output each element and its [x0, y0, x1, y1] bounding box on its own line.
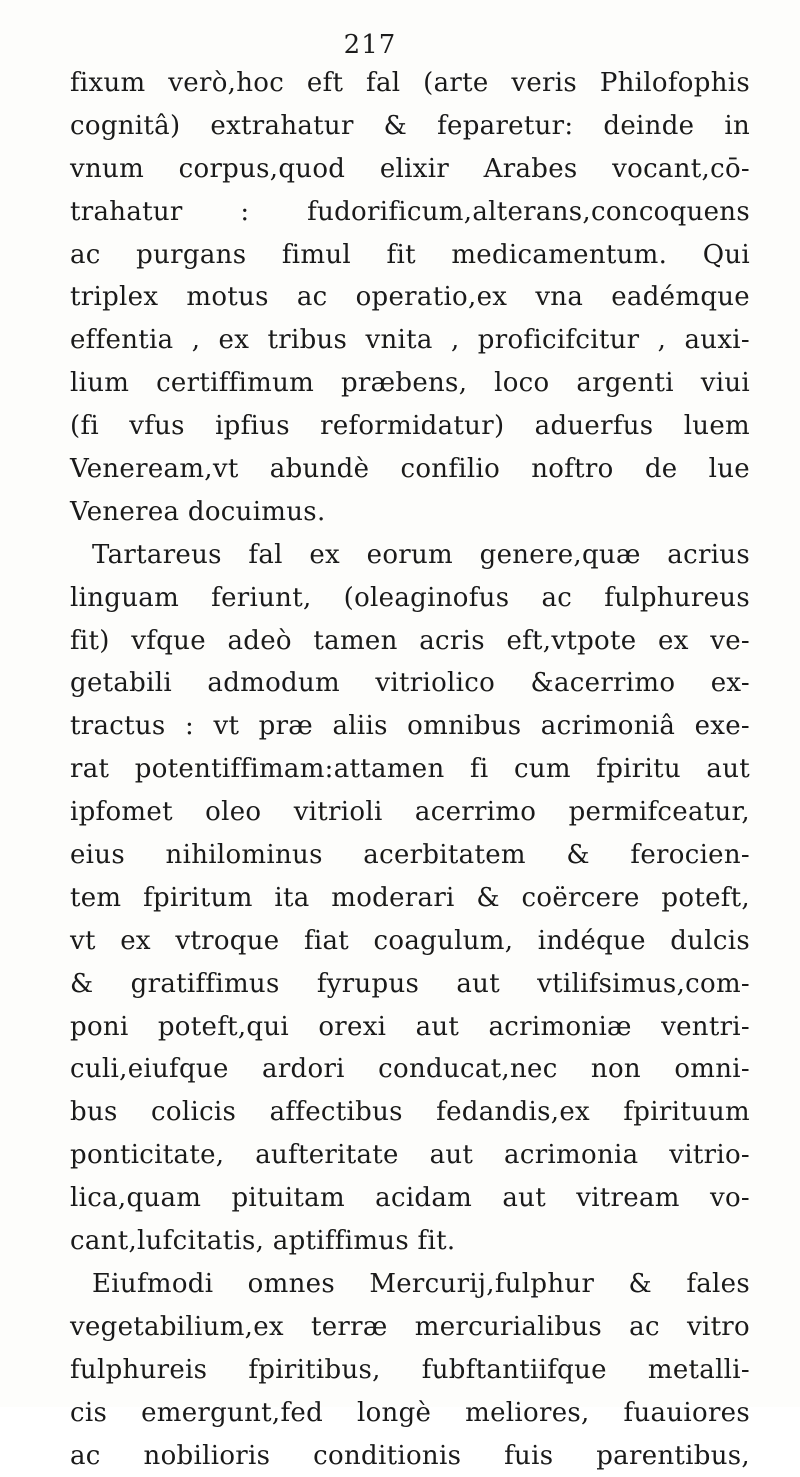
text-line: Venerea docuimus.: [70, 491, 750, 534]
text-line: ipfomet oleo vitrioli acerrimo permifceatur,: [70, 791, 750, 834]
text-line: rat potentiffimam:attamen fi cum fpiritu aut: [70, 748, 750, 791]
text-line: (fi vfus ipfius reformidatur) aduerfus luem: [70, 405, 750, 448]
text-line: linguam feriunt, (oleaginofus ac fulphureus: [70, 577, 750, 620]
text-line: cant,lufcitatis, aptiffimus fit.: [70, 1220, 750, 1263]
text-line: vnum corpus,quod elixir Arabes vocant,cō-: [70, 148, 750, 191]
text-line: cognitâ) extrahatur & feparetur: deinde in: [70, 105, 750, 148]
text-line: bus colicis affectibus fedandis,ex fpirituum: [70, 1091, 750, 1134]
text-line: fit) vfque adeò tamen acris eft,vtpote ex ve-: [70, 620, 750, 663]
text-line: tractus : vt præ aliis omnibus acrimoniâ exe-: [70, 705, 750, 748]
text-line: fulphureis fpiritibus, fubftantiifque metalli-: [70, 1349, 750, 1392]
text-line: trahatur : fudorificum,alterans,concoquens: [70, 191, 750, 234]
text-line: Veneream,vt abundè confilio noftro de lue: [70, 448, 750, 491]
text-line: vt ex vtroque fiat coagulum, indéque dulcis: [70, 920, 750, 963]
text-line: eius nihilominus acerbitatem & ferocien-: [70, 834, 750, 877]
text-line: effentia , ex tribus vnita , proficifcitur , auxi-: [70, 319, 750, 362]
text-line: Eiufmodi omnes Mercurij,fulphur & fales: [70, 1263, 750, 1306]
text-line: cis emergunt,fed longè meliores, fuauiores: [70, 1392, 750, 1435]
text-line: ac nobilioris conditionis fuis parentibus,: [70, 1435, 750, 1477]
text-line: Tartareus fal ex eorum genere,quæ acrius: [70, 534, 750, 577]
text-line: fixum verò,hoc eft fal (arte veris Philofophis: [70, 62, 750, 105]
text-line: ac purgans fimul fit medicamentum. Qui: [70, 234, 750, 277]
text-line: lium certiffimum præbens, loco argenti viui: [70, 362, 750, 405]
text-line: triplex motus ac operatio,ex vna eadémque: [70, 276, 750, 319]
text-line: getabili admodum vitriolico &acerrimo ex-: [70, 662, 750, 705]
text-line: poni poteft,qui orexi aut acrimoniæ ventri-: [70, 1006, 750, 1049]
text-line: tem fpiritum ita moderari & coërcere poteft,: [70, 877, 750, 920]
text-line: lica,quam pituitam acidam aut vitream vo-: [70, 1177, 750, 1220]
body-text: [70, 62, 750, 1477]
text-line: vegetabilium,ex terræ mercurialibus ac vitro: [70, 1306, 750, 1349]
text-line: ponticitate, aufteritate aut acrimonia vitrio-: [70, 1134, 750, 1177]
text-line: culi,eiufque ardori conducat,nec non omni-: [70, 1048, 750, 1091]
page-number: 217: [0, 30, 740, 60]
text-line: & gratiffimus fyrupus aut vtilifsimus,com-: [70, 963, 750, 1006]
